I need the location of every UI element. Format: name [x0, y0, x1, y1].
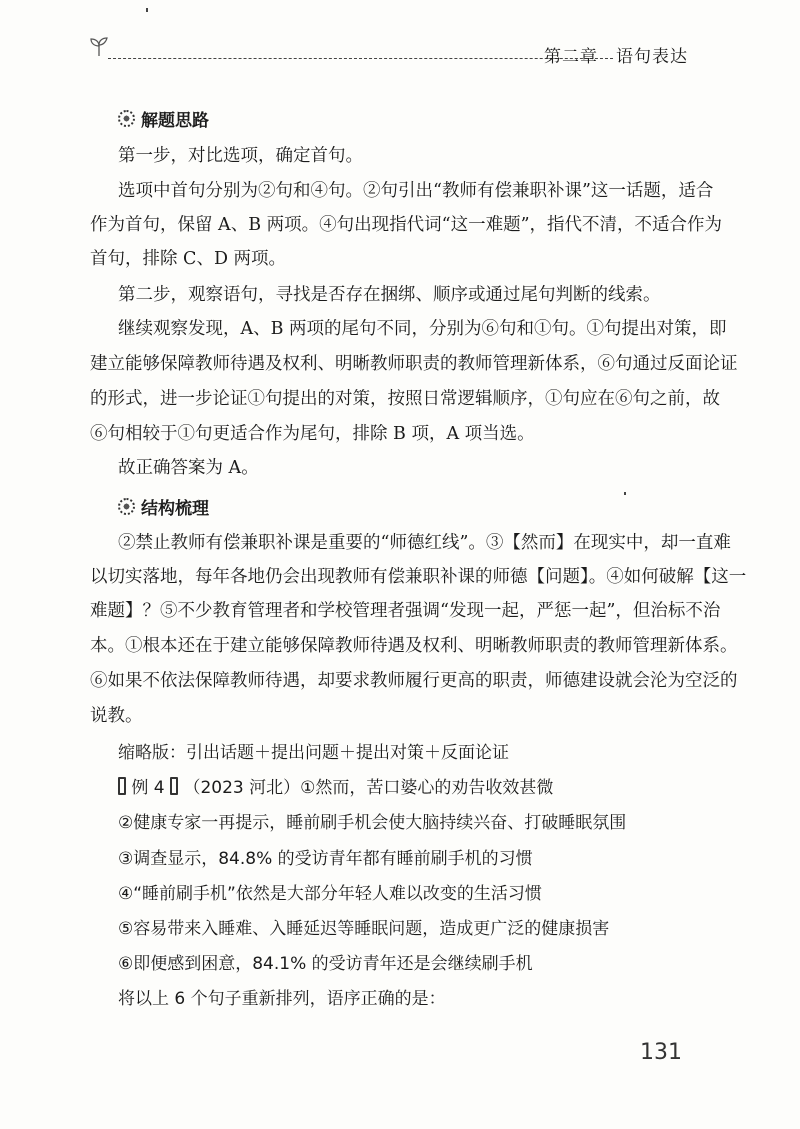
example-heading	[118, 777, 553, 799]
paragraph-line: 的形式，进一步论证①句提出的对策，按照日常逻辑顺序，①句应在⑥句之前，故	[90, 389, 720, 409]
paragraph-line: 继续观察发现，A、B 两项的尾句不同，分别为⑥句和①句。①句提出对策，即	[118, 319, 727, 339]
page-number: 131	[640, 1040, 682, 1065]
example-label: 例 4	[131, 778, 165, 798]
section-approach-title: 解题思路	[141, 111, 209, 131]
step-one-line: 第一步，对比选项，确定首句。	[118, 146, 363, 166]
structure-line: 本。①根本还在于建立能够保障教师待遇及权利、明晰教师职责的教师管理新体系。	[90, 636, 738, 656]
paragraph-line: ⑥句相较于①句更适合作为尾句，排除 B 项，A 项当选。	[90, 424, 535, 444]
structure-line: 以切实落地，每年各地仍会出现教师有偿兼职补课的师德【问题】。④如何破解【这一	[90, 567, 747, 587]
header-rule	[108, 58, 613, 59]
sprout-icon	[88, 36, 110, 58]
summary-line: 缩略版：引出话题＋提出问题＋提出对策＋反面论证	[118, 743, 509, 763]
answer-line: 故正确答案为 A。	[118, 458, 259, 478]
running-header	[88, 36, 688, 66]
example-source: （2023 河北）	[183, 778, 301, 798]
scan-speck	[624, 492, 626, 495]
example-item: ⑥即便感到困意，84.1% 的受访青年还是会继续刷手机	[118, 954, 533, 974]
paragraph-line: 选项中首句分别为②句和④句。②句引出“教师有偿兼职补课”这一话题，适合	[118, 181, 714, 201]
example-item: ③调查显示，84.8% 的受访青年都有睡前刷手机的习惯	[118, 849, 533, 869]
paragraph-line: 作为首句，保留 A、B 两项。④句出现指代词“这一难题”，指代不清，不适合作为	[90, 215, 723, 235]
example-item: ④“睡前刷手机”依然是大部分年轻人难以改变的生活习惯	[118, 884, 542, 904]
section-structure	[118, 494, 209, 519]
section-approach	[118, 106, 209, 131]
example-bracket-left	[118, 777, 126, 795]
structure-line: ⑥如果不依法保障教师待遇，却要求教师履行更高的职责，师德建设就会沦为空泛的	[90, 671, 738, 691]
scan-speck	[146, 8, 148, 12]
paragraph-line: 首句，排除 C、D 两项。	[90, 249, 287, 269]
structure-line: 难题】？⑤不少教育管理者和学校管理者强调“发现一起，严惩一起”，但治标不治	[90, 601, 721, 621]
section-bullet-icon	[118, 498, 135, 515]
example-bracket-right	[170, 777, 178, 795]
chapter-title: 第二章 语句表达	[544, 47, 688, 67]
example-item: ⑤容易带来入睡难、入睡延迟等睡眠问题，造成更广泛的健康损害	[118, 919, 610, 939]
structure-line: 说教。	[90, 706, 143, 726]
step-two-line: 第二步，观察语句，寻找是否存在捆绑、顺序或通过尾句判断的线索。	[118, 285, 661, 305]
section-structure-title: 结构梳理	[141, 499, 209, 519]
section-bullet-icon	[118, 110, 135, 127]
example-item: ②健康专家一再提示，睡前刷手机会使大脑持续兴奋、打破睡眠氛围	[118, 813, 627, 833]
paragraph-line: 建立能够保障教师待遇及权利、明晰教师职责的教师管理新体系，⑥句通过反面论证	[90, 354, 738, 374]
structure-line: ②禁止教师有偿兼职补课是重要的“师德红线”。③【然而】在现实中，却一直难	[118, 533, 731, 553]
example-question: 将以上 6 个句子重新排列，语序正确的是：	[118, 989, 446, 1009]
example-item: ①然而，苦口婆心的劝告收效甚微	[300, 778, 554, 798]
